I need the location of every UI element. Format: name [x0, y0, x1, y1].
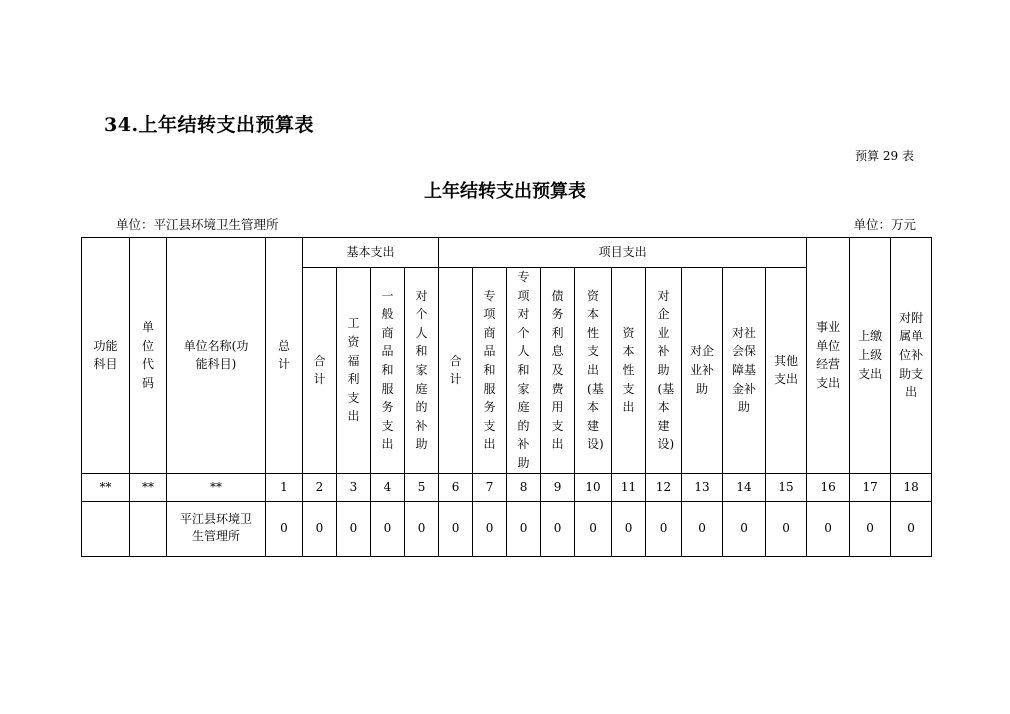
index-cell: 3 — [337, 473, 371, 501]
row-value: 0 — [646, 501, 682, 556]
index-cell: 18 — [891, 473, 932, 501]
header-func-subject: 功能科目 — [82, 238, 130, 474]
index-cell: 16 — [807, 473, 850, 501]
form-number: 预算 29 表 — [855, 149, 914, 163]
row-unit-code — [130, 501, 167, 556]
index-cell: 10 — [575, 473, 612, 501]
budget-table — [81, 237, 932, 557]
row-value: 0 — [405, 501, 439, 556]
index-row — [82, 473, 932, 501]
index-cell: 15 — [766, 473, 807, 501]
header-project-debt-interest: 债务利息及费用支出 — [541, 268, 575, 474]
row-value: 0 — [766, 501, 807, 556]
row-value: 0 — [439, 501, 473, 556]
header-total: 总计 — [266, 238, 303, 474]
header-project-household-subsidy: 专项对个人和家庭的补助 — [507, 268, 541, 474]
row-value: 0 — [807, 501, 850, 556]
row-value: 0 — [850, 501, 891, 556]
index-cell: 13 — [682, 473, 723, 501]
header-unit-code: 单位代码 — [130, 238, 167, 474]
header-unit-name: 单位名称(功能科目) — [167, 238, 266, 474]
header-project-capital-construction: 资本性支出(基本建设) — [575, 268, 612, 474]
index-cell: 14 — [723, 473, 766, 501]
index-cell: ** — [167, 473, 266, 501]
index-cell: 11 — [612, 473, 646, 501]
header-remit-superior: 上缴上级支出 — [850, 238, 891, 474]
row-value: 0 — [575, 501, 612, 556]
index-cell: 1 — [266, 473, 303, 501]
row-value: 0 — [337, 501, 371, 556]
index-cell: 9 — [541, 473, 575, 501]
table-row — [82, 501, 932, 556]
header-project-other: 其他支出 — [766, 268, 807, 474]
currency-unit-label: 单位：万元 — [853, 217, 916, 232]
index-cell: 4 — [371, 473, 405, 501]
row-value: 0 — [612, 501, 646, 556]
header-subsidy-affiliated: 对附属单位补助支出 — [891, 238, 932, 474]
unit-name-label: 单位：平江县环境卫生管理所 — [116, 217, 279, 232]
header-project-goods-services: 专项商品和服务支出 — [473, 268, 507, 474]
index-cell: 2 — [303, 473, 337, 501]
index-cell: 8 — [507, 473, 541, 501]
row-func-subject — [82, 501, 130, 556]
index-cell: 12 — [646, 473, 682, 501]
header-basic-subtotal: 合计 — [303, 268, 337, 474]
header-project-group: 项目支出 — [439, 238, 807, 268]
index-cell: 6 — [439, 473, 473, 501]
table-title: 上年结转支出预算表 — [424, 181, 586, 202]
row-value: 0 — [303, 501, 337, 556]
index-cell: 17 — [850, 473, 891, 501]
row-value: 0 — [266, 501, 303, 556]
index-cell: ** — [130, 473, 167, 501]
row-unit-name: 平江县环境卫生管理所 — [167, 501, 266, 556]
header-project-social-security: 对社会保障基金补助 — [723, 268, 766, 474]
row-value: 0 — [473, 501, 507, 556]
header-project-enterprise-construction: 对企业补助(基本建设) — [646, 268, 682, 474]
row-value: 0 — [541, 501, 575, 556]
header-basic-group: 基本支出 — [303, 238, 439, 268]
row-value: 0 — [371, 501, 405, 556]
row-value: 0 — [682, 501, 723, 556]
header-project-subtotal: 合计 — [439, 268, 473, 474]
header-basic-household-subsidy: 对个人和家庭的补助 — [405, 268, 439, 474]
index-cell: 7 — [473, 473, 507, 501]
row-value: 0 — [723, 501, 766, 556]
row-value: 0 — [507, 501, 541, 556]
header-project-capital: 资本性支出 — [612, 268, 646, 474]
header-basic-salary: 工资福利支出 — [337, 268, 371, 474]
row-value: 0 — [891, 501, 932, 556]
header-business-operation: 事业单位经营支出 — [807, 238, 850, 474]
header-project-enterprise-subsidy: 对企业补助 — [682, 268, 723, 474]
section-title: 34.上年结转支出预算表 — [104, 114, 315, 136]
header-basic-goods-services: 一般商品和服务支出 — [371, 268, 405, 474]
index-cell: ** — [82, 473, 130, 501]
index-cell: 5 — [405, 473, 439, 501]
